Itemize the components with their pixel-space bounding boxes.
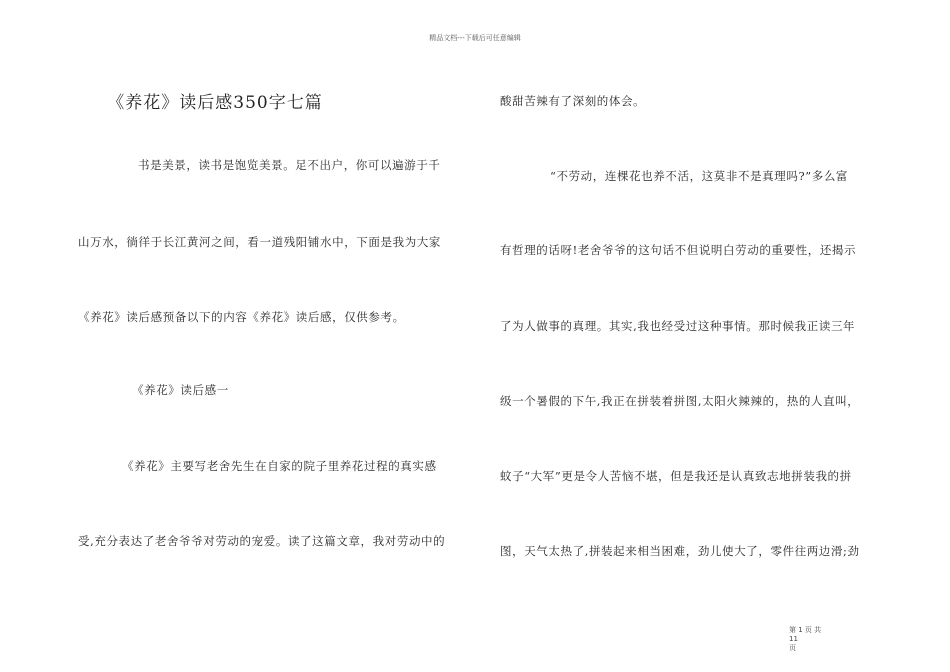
paragraph-line: 酸甜苦辣有了深刻的体会。 (500, 94, 646, 108)
paragraph-line: 《养花》主要写老舍先生在自家的院子里养花过程的真实感 (122, 459, 437, 473)
page-number-line: 第 1 页 共 11 (789, 626, 822, 643)
paragraph-line: 图，天气太热了,拼装起来相当困难，劲儿使大了，零件往两边滑;劲 (500, 544, 860, 558)
paragraph-line: 级一个暑假的下午,我正在拼装着拼图,太阳火辣辣的，热的人直叫， (500, 394, 860, 408)
paragraph-line: 蚊子“大军”更是令人苦恼不堪，但是我还是认真致志地拼装我的拼 (500, 469, 852, 483)
paragraph-line: 受,充分表达了老舍爷爷对劳动的宠爱。读了这篇文章，我对劳动中的 (78, 534, 446, 548)
paragraph-line: 书是美景，读书是饱览美景。足不出户，你可以遍游于千 (138, 158, 441, 172)
section-heading: 《养花》读后感一 (132, 383, 229, 397)
page-number-line: 页 (789, 644, 796, 652)
paragraph-line: 了为人做事的真理。其实,我也经受过这种事情。那时候我正读三年 (500, 319, 856, 333)
page-header: 精品文档---下载后可任意编辑 (429, 34, 521, 42)
paragraph-line: 《养花》读后感预备以下的内容《养花》读后感，仅供参考。 (78, 310, 405, 324)
document-title: 《养花》读后感350字七篇 (107, 93, 323, 113)
page-number (789, 626, 829, 653)
paragraph-line: 山万水，徜徉于长江黄河之间，看一道残阳铺水中，下面是我为大家 (78, 235, 441, 249)
paragraph-line: “不劳动，连棵花也养不活，这莫非不是真理吗?”多么富 (550, 169, 849, 183)
paragraph-line: 有哲理的话呀!老舍爷爷的这句话不但说明白劳动的重要性，还揭示 (500, 243, 857, 257)
